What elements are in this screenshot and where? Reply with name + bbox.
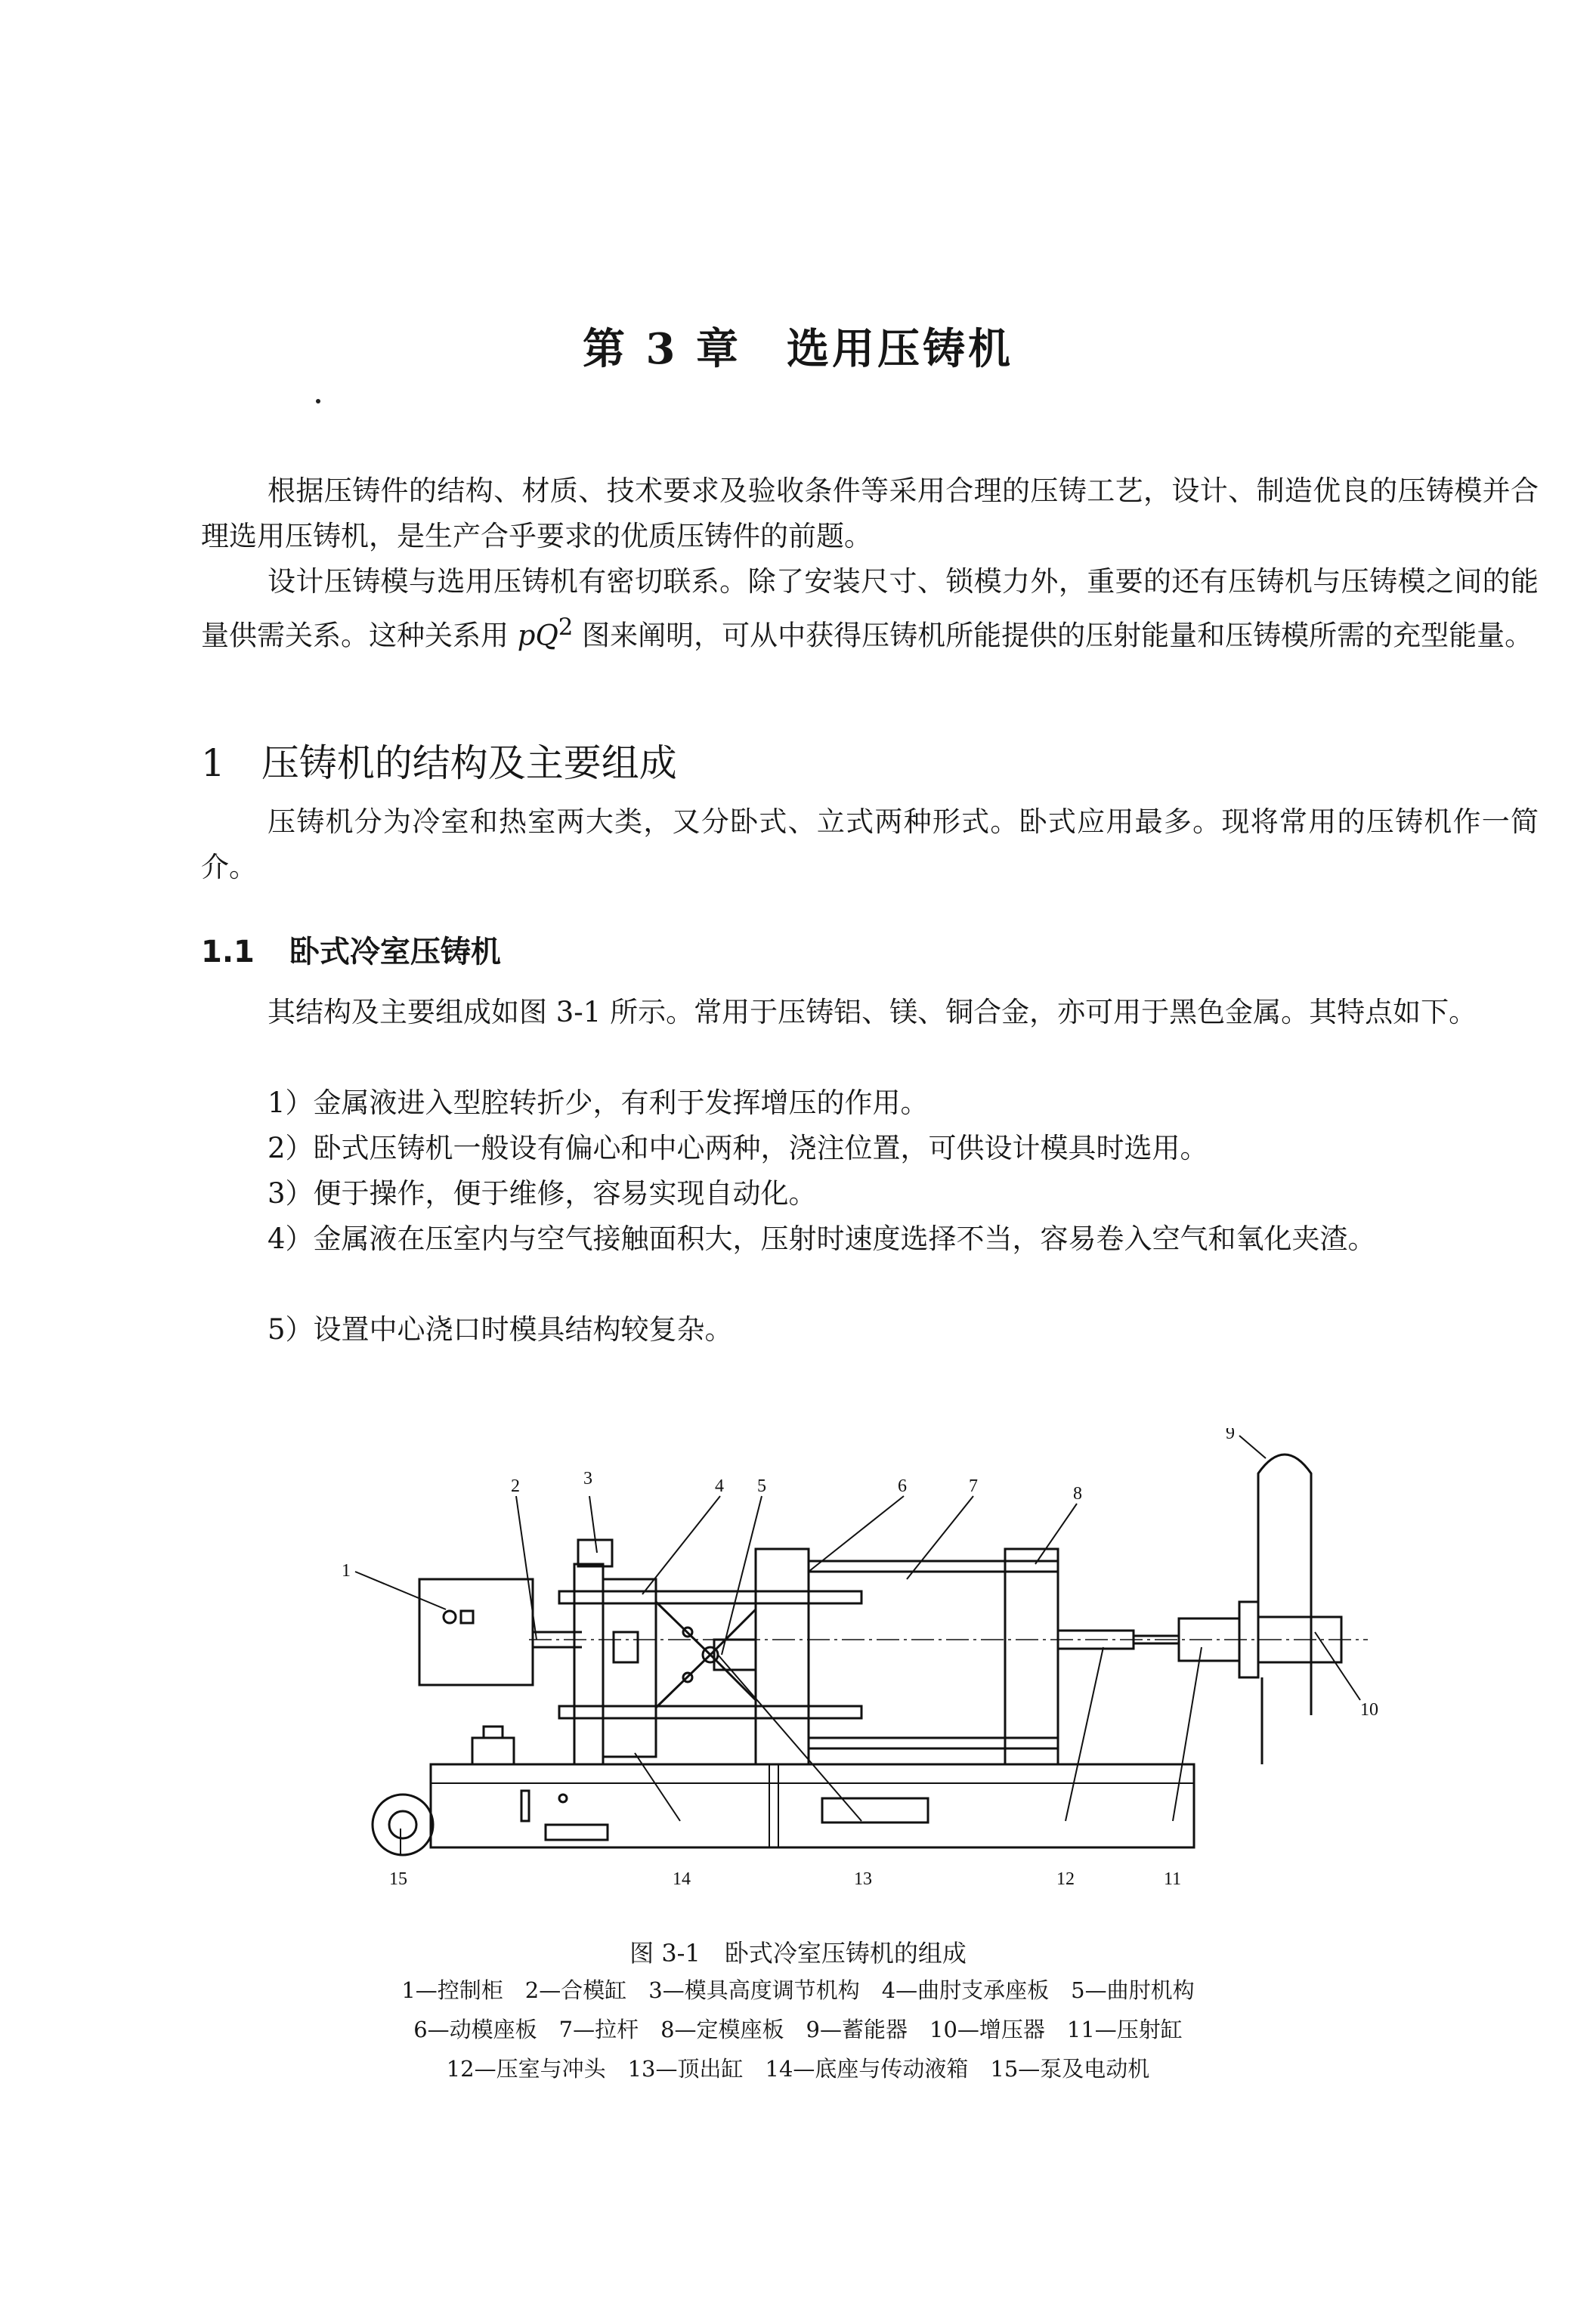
intro-p2-after: 图来阐明，可从中获得压铸机所能提供的压射能量和压铸模所需的充型能量。 (573, 619, 1533, 652)
subsection-title: 卧式冷室压铸机 (289, 935, 501, 969)
callout-3: 3 (583, 1469, 592, 1489)
callout-9: 9 (1226, 1428, 1235, 1443)
callout-5: 5 (757, 1476, 766, 1496)
chapter-title (0, 316, 1596, 376)
feature-item-3: 3）便于操作，便于维修，容易实现自动化。 (268, 1177, 817, 1210)
callout-7: 7 (969, 1476, 978, 1496)
stray-dot (316, 399, 320, 403)
subsection-number: 1.1 (201, 935, 255, 969)
callout-14: 14 (673, 1869, 691, 1889)
section-number: 1 (201, 741, 225, 785)
feature-item-2: 2）卧式压铸机一般设有偏心和中心两种，浇注位置，可供设计模具时选用。 (268, 1132, 1208, 1164)
math-superscript: 2 (558, 614, 574, 641)
intro-p2-before: 设计压铸模与选用压铸机有密切联系。除了安装尺寸、锁模力外，重要的还有压铸机与压铸模之间的能量供需关系。这种关系用 (201, 565, 1539, 652)
callout-8: 8 (1073, 1484, 1082, 1504)
feature-item-5: 5）设置中心浇口时模具结构较复杂。 (268, 1313, 733, 1346)
subsection-heading (201, 928, 501, 971)
chapter-number: 第 3 章 (583, 324, 741, 374)
section-heading-1 (201, 733, 677, 787)
figure-legend-line-2: 6—动模座板 7—拉杆 8—定模座板 9—蓄能器 10—增压器 11—压射缸 (413, 2017, 1183, 2042)
section-paragraph: 压铸机分为冷室和热室两大类，又分卧式、立式两种形式。卧式应用最多。现将常用的压铸机作一简介。 (201, 805, 1539, 883)
math-pq: pQ (517, 619, 558, 652)
feature-item-1: 1）金属液进入型腔转折少，有利于发挥增压的作用。 (268, 1087, 929, 1119)
diagram-callouts (332, 1428, 1421, 1897)
callout-6: 6 (898, 1476, 907, 1496)
callout-2: 2 (511, 1476, 520, 1496)
subsection-paragraph: 其结构及主要组成如图 3-1 所示。常用于压铸铝、镁、铜合金，亦可用于黑色金属。其特点如下。 (268, 996, 1477, 1028)
figure-legend-line-1: 1—控制柜 2—合模缸 3—模具高度调节机构 4—曲肘支承座板 5—曲肘机构 (401, 1977, 1195, 2003)
feature-item-4: 4）金属液在压室内与空气接触面积大，压射时速度选择不当，容易卷入空气和氧化夹渣。 (268, 1223, 1376, 1255)
section-title: 压铸机的结构及主要组成 (261, 741, 677, 785)
callout-10: 10 (1360, 1700, 1378, 1720)
intro-paragraph-2 (201, 559, 1539, 658)
callout-12: 12 (1056, 1869, 1075, 1889)
callout-1: 1 (342, 1561, 351, 1581)
callout-13: 13 (854, 1869, 872, 1889)
intro-paragraph-1: 根据压铸件的结构、材质、技术要求及验收条件等采用合理的压铸工艺，设计、制造优良的压铸模并合理选用压铸机，是生产合乎要求的优质压铸件的前题。 (201, 475, 1539, 552)
callout-4: 4 (715, 1476, 724, 1496)
figure-caption: 图 3-1 卧式冷室压铸机的组成 (629, 1939, 967, 1968)
figure-legend-line-3: 12—压室与冲头 13—顶出缸 14—底座与传动液箱 15—泵及电动机 (446, 2056, 1150, 2082)
chapter-name: 选用压铸机 (786, 324, 1013, 374)
callout-11: 11 (1164, 1869, 1182, 1889)
callout-15: 15 (389, 1869, 407, 1889)
